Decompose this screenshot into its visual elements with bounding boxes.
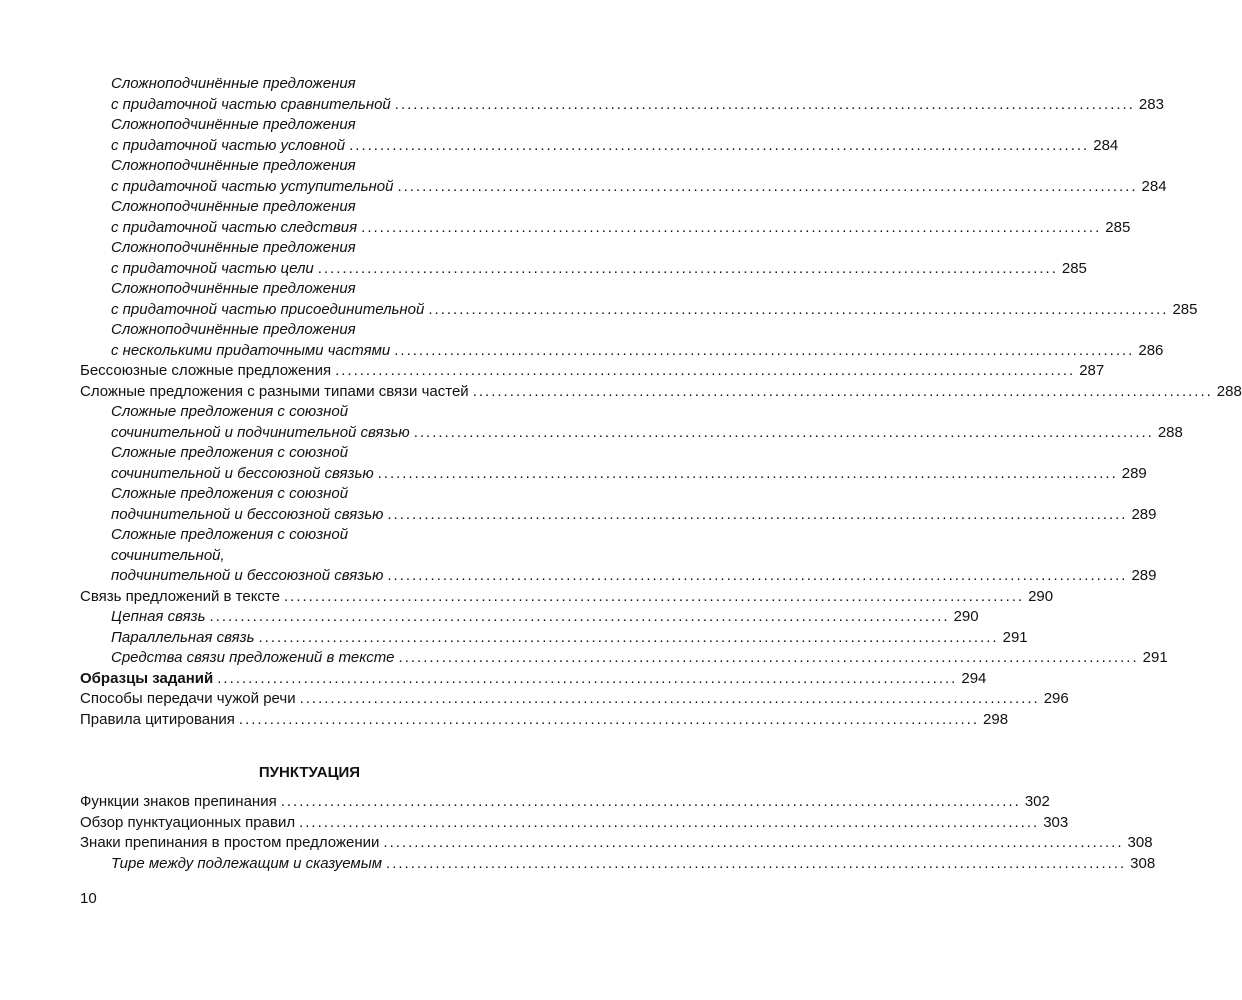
dot-leader: ........................................................................................................................: [280, 793, 1021, 810]
toc-entry-page: 284: [1141, 177, 1167, 195]
toc-entry-line: [80, 813, 1069, 834]
toc-entry-page: 288: [1216, 382, 1242, 400]
toc-entry-line: [80, 361, 1105, 382]
toc-entry: [80, 402, 1183, 443]
toc-entry-page: 291: [1002, 628, 1028, 646]
dot-leader: ........................................................................................................................: [398, 649, 1139, 666]
toc-entry: [80, 361, 1105, 382]
toc-entry: [80, 854, 1156, 875]
toc-entry-page: 290: [1028, 587, 1054, 605]
toc-entry-line: [80, 854, 1156, 875]
toc-entry-line: [80, 156, 557, 177]
toc-entry-line: [80, 218, 1131, 239]
toc-entry-page: 291: [1142, 649, 1168, 666]
toc-entry-line: [80, 587, 1054, 608]
dot-leader: ........................................................................................................................: [428, 300, 1169, 318]
toc-entry-page: 287: [1079, 362, 1105, 379]
toc-entry-page: 298: [983, 710, 1009, 728]
toc-entry-line: [80, 402, 557, 423]
toc-entry-line: [80, 136, 1119, 157]
toc-entry-title: Цепная связь: [111, 608, 206, 625]
toc-entry-line: [80, 546, 557, 567]
toc-entry: [80, 320, 1164, 361]
toc-entry-title: с придаточной частью сравнительной: [111, 95, 391, 113]
dot-leader: ........................................................................................................................: [472, 382, 1213, 400]
toc-entry-line: [80, 792, 1050, 813]
dot-leader: ........................................................................................................................: [394, 341, 1135, 359]
toc-entry-title: Сложноподчинённые предложения: [111, 198, 356, 215]
toc-entry: [80, 115, 1119, 156]
toc-entry: [80, 689, 1069, 710]
toc-entry-title: Образцы заданий: [80, 669, 214, 687]
toc-entry-page: 296: [1043, 690, 1069, 707]
dot-leader: ........................................................................................................................: [361, 218, 1102, 236]
toc-entry: [80, 710, 1009, 731]
toc-entry: [80, 484, 1157, 525]
dot-leader: ........................................................................................................................: [238, 710, 980, 728]
toc-entry-title: подчинительной и бессоюзной связью: [111, 567, 384, 584]
dot-leader: ........................................................................................................................: [377, 464, 1118, 482]
toc-entry-line: [80, 197, 557, 218]
toc-entry: [80, 648, 1168, 669]
toc-entry-line: [80, 382, 1242, 403]
toc-entry-page: 285: [1105, 218, 1131, 236]
toc-entry-page: 289: [1131, 567, 1157, 584]
toc-entry-title: сочинительной и бессоюзной связью: [111, 464, 374, 482]
toc-entry-title: Обзор пунктуационных правил: [80, 813, 296, 831]
toc-entry: [80, 813, 1069, 834]
toc-entry: [80, 628, 1028, 649]
toc-entry-line: [80, 525, 557, 546]
toc-entry: [80, 74, 1164, 115]
dot-leader: ........................................................................................................................: [383, 834, 1124, 851]
toc-entry-line: [80, 484, 557, 505]
toc-entry-title: Тире между подлежащим и сказуемым: [111, 854, 383, 872]
toc-entry-title: Сложные предложения с разными типами связи частей: [80, 382, 469, 400]
dot-leader: ........................................................................................................................: [299, 813, 1040, 831]
toc-entry-title: Параллельная связь: [111, 628, 255, 646]
toc-entry-line: [80, 74, 557, 95]
toc-entry-title: Средства связи предложений в тексте: [111, 649, 395, 666]
toc-entry: [80, 792, 1050, 813]
toc-entry-page: 285: [1061, 259, 1087, 277]
toc-entry: [80, 525, 1157, 587]
dot-leader: ........................................................................................................................: [283, 587, 1025, 605]
toc-entry-title: Сложноподчинённые предложения: [111, 116, 356, 133]
toc-entry-title: Сложные предложения с союзной: [111, 444, 349, 461]
toc-entry-title: с придаточной частью присоединительной: [111, 300, 425, 318]
dot-leader: ........................................................................................................................: [387, 567, 1128, 584]
toc-entry-title: с несколькими придаточными частями: [111, 341, 391, 359]
toc-entry-line: [80, 341, 1164, 362]
toc-entry-title: Сложные предложения с союзной: [111, 485, 349, 502]
toc-entry-title: подчинительной и бессоюзной связью: [111, 505, 384, 523]
toc-entry-page: 308: [1127, 834, 1153, 851]
toc-entry-page: 286: [1138, 341, 1164, 359]
toc-entry: [80, 607, 979, 628]
toc-entry-title: с придаточной частью цели: [111, 259, 314, 277]
toc-entry-line: [80, 279, 557, 300]
toc-entry-line: [80, 505, 1157, 526]
toc-list: [80, 792, 1156, 874]
toc-entry: [80, 197, 1131, 238]
toc-entry: [80, 443, 1147, 484]
toc-entry-line: [80, 238, 557, 259]
toc-entry-title: Знаки препинания в простом предложении: [80, 834, 380, 851]
dot-leader: ........................................................................................................................: [299, 690, 1040, 707]
toc-entry-page: 303: [1043, 813, 1069, 831]
toc-entry-page: 284: [1093, 136, 1119, 154]
toc-entry-page: 288: [1157, 423, 1183, 441]
toc-entry-page: 308: [1130, 854, 1156, 872]
toc-entry-title: Сложные предложения с союзной: [111, 526, 349, 543]
toc-entry-line: [80, 669, 987, 690]
dot-leader: ........................................................................................................................: [217, 669, 958, 687]
toc-entry-title: сочинительной и подчинительной связью: [111, 423, 410, 441]
toc-entry-title: с придаточной частью следствия: [111, 218, 358, 236]
toc-entry-line: [80, 300, 1198, 321]
dot-leader: ........................................................................................................................: [258, 628, 999, 646]
toc-entry-title: Сложноподчинённые предложения: [111, 75, 356, 92]
toc-entry-title: Правила цитирования: [80, 710, 235, 728]
toc-entry-title: Бессоюзные сложные предложения: [80, 362, 332, 379]
toc-entry-line: [80, 566, 1157, 587]
dot-leader: ........................................................................................................................: [413, 423, 1154, 441]
dot-leader: ........................................................................................................................: [209, 608, 950, 625]
toc-entry-title: Сложноподчинённые предложения: [111, 321, 356, 338]
toc-entry: [80, 156, 1167, 197]
toc-entry: [80, 382, 1242, 403]
dot-leader: ........................................................................................................................: [394, 95, 1135, 113]
toc-entry-page: 294: [961, 669, 987, 687]
toc-entry-title: Функции знаков препинания: [80, 793, 277, 810]
toc-list: [80, 74, 1242, 730]
toc-entry-page: 289: [1131, 505, 1157, 523]
toc-entry-line: [80, 423, 1183, 444]
toc-entry-title: Сложные предложения с союзной: [111, 403, 349, 420]
toc-entry-title: с придаточной частью уступительной: [111, 177, 394, 195]
toc-entry-title: сочинительной,: [111, 546, 225, 564]
dot-leader: ........................................................................................................................: [317, 259, 1058, 277]
toc-entry-title: Сложноподчинённые предложения: [111, 280, 356, 297]
toc-entry-page: 289: [1121, 464, 1147, 482]
toc-entry-line: [80, 689, 1069, 710]
toc-entry-title: Связь предложений в тексте: [80, 587, 280, 605]
dot-leader: ........................................................................................................................: [387, 505, 1128, 523]
toc-entry-title: Сложноподчинённые предложения: [111, 157, 356, 174]
toc-entry: [80, 669, 987, 690]
toc-entry: [80, 279, 1198, 320]
toc-entry-title: Способы передачи чужой речи: [80, 690, 296, 707]
toc-entry-line: [80, 177, 1167, 198]
section-heading: ПУНКТУАЦИЯ: [258, 764, 361, 781]
toc-entry-line: [80, 607, 979, 628]
toc-entry: [80, 833, 1153, 854]
dot-leader: ........................................................................................................................: [335, 362, 1076, 379]
toc-entry-line: [80, 95, 1164, 116]
toc-entry-page: 302: [1024, 793, 1050, 810]
toc-entry-line: [80, 648, 1168, 669]
toc-entry-page: 285: [1172, 300, 1198, 318]
toc-entry-page: 290: [953, 608, 979, 625]
toc-entry-title: с придаточной частью условной: [111, 136, 346, 154]
toc-entry: [80, 238, 1087, 279]
toc-entry-line: [80, 464, 1147, 485]
toc-entry-page: 283: [1138, 95, 1164, 113]
toc-entry-line: [80, 628, 1028, 649]
dot-leader: ........................................................................................................................: [397, 177, 1138, 195]
toc-entry-line: [80, 259, 1087, 280]
toc-entry: [80, 587, 1054, 608]
toc-entry-line: [80, 710, 1009, 731]
toc-entry-line: [80, 833, 1153, 854]
page-number: 10: [80, 890, 97, 907]
toc-entry-title: Сложноподчинённые предложения: [111, 239, 356, 256]
dot-leader: ........................................................................................................................: [386, 854, 1127, 872]
toc-entry-line: [80, 115, 557, 136]
toc-entry-line: [80, 443, 557, 464]
toc-entry-line: [80, 320, 557, 341]
dot-leader: ........................................................................................................................: [349, 136, 1090, 154]
